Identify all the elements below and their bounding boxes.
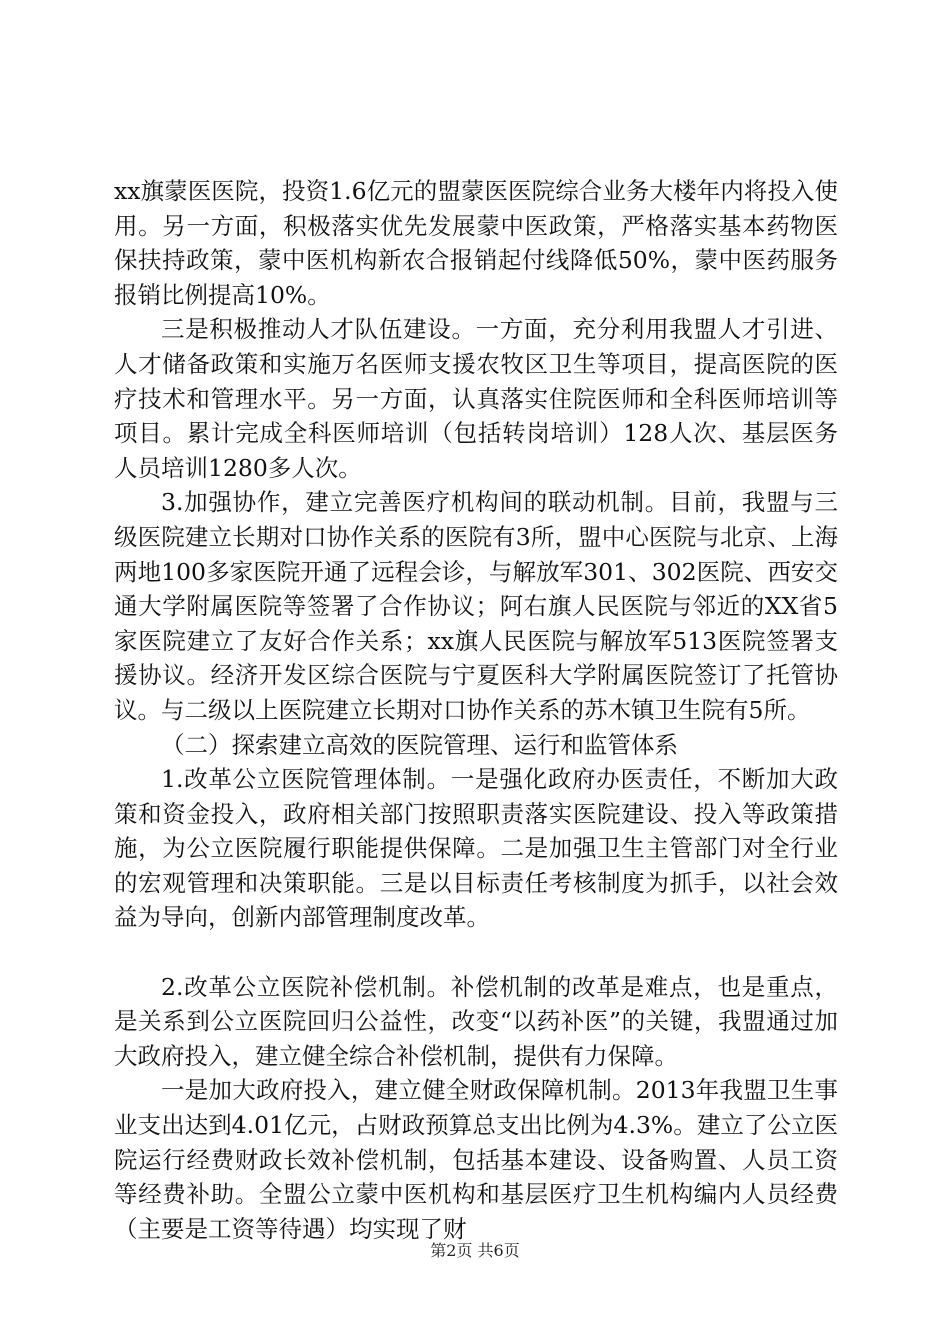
paragraph-compensation-reform: 2.改革公立医院补偿机制。补偿机制的改革是难点，也是重点，是关系到公立医院回归公益性，改变“以药补医”的关键，我盟通过加大政府投入，建立健全综合补偿机制，提供有力保障。 xyxy=(114,972,838,1070)
paragraph-government-investment: 一是加大政府投入，建立健全财政保障机制。2013年我盟卫生事业支出达到4.01亿元，占财政预算总支出比例为4.3%。建立了公立医院运行经费财政长效补偿机制，包括基本建设、设备购置、人员工资等经费补助。全盟公立蒙中医机构和基层医疗卫生机构编内人员经费（主要是工资等待遇）均实现了财 xyxy=(114,1076,838,1243)
paragraph-continued: xx旗蒙医医院，投资1.6亿元的盟蒙医医院综合业务大楼年内将投入使用。另一方面，积极落实优先发展蒙中医政策，严格落实基本药物医保扶持政策，蒙中医机构新农合报销起付线降低50%，蒙中医药服务报销比例提高10%。 xyxy=(114,177,838,309)
paragraph-management-reform: 1.改革公立医院管理体制。一是强化政府办医责任，不断加大政策和资金投入，政府相关部门按照职责落实医院建设、投入等政策措施，为公立医院履行职能提供保障。二是加强卫生主管部门对全行业的宏观管理和决策职能。三是以目标责任考核制度为抓手，以社会效益为导向，创新内部管理制度改革。 xyxy=(114,765,838,932)
section-heading: （二）探索建立高效的医院管理、运行和监管体系 xyxy=(161,730,678,759)
document-body xyxy=(114,174,838,1246)
paragraph-talent-team: 三是积极推动人才队伍建设。一方面，充分利用我盟人才引进、人才储备政策和实施万名医师支援农牧区卫生等项目，提高医院的医疗技术和管理水平。另一方面，认真落实住院医师和全科医师培训等项目。累计完成全科医师培训（包括转岗培训）128人次、基层医务人员培训1280多人次。 xyxy=(114,315,838,482)
paragraph-cooperation: 3.加强协作，建立完善医疗机构间的联动机制。目前，我盟与三级医院建立长期对口协作关系的医院有3所，盟中心医院与北京、上海两地100多家医院开通了远程会诊，与解放军301、302医院、西安交通大学附属医院等签署了合作协议；阿右旗人民医院与邻近的XX省5家医院建立了友好合作关系；xx旗人民医院与解放军513医院签署支援协议。经济开发区综合医院与宁夏医科大学附属医院签订了托管协议。与二级以上医院建立长期对口协作关系的苏木镇卫生院有5所。 xyxy=(114,488,838,724)
page-number-footer: 第2页 共6页 xyxy=(430,1241,520,1260)
